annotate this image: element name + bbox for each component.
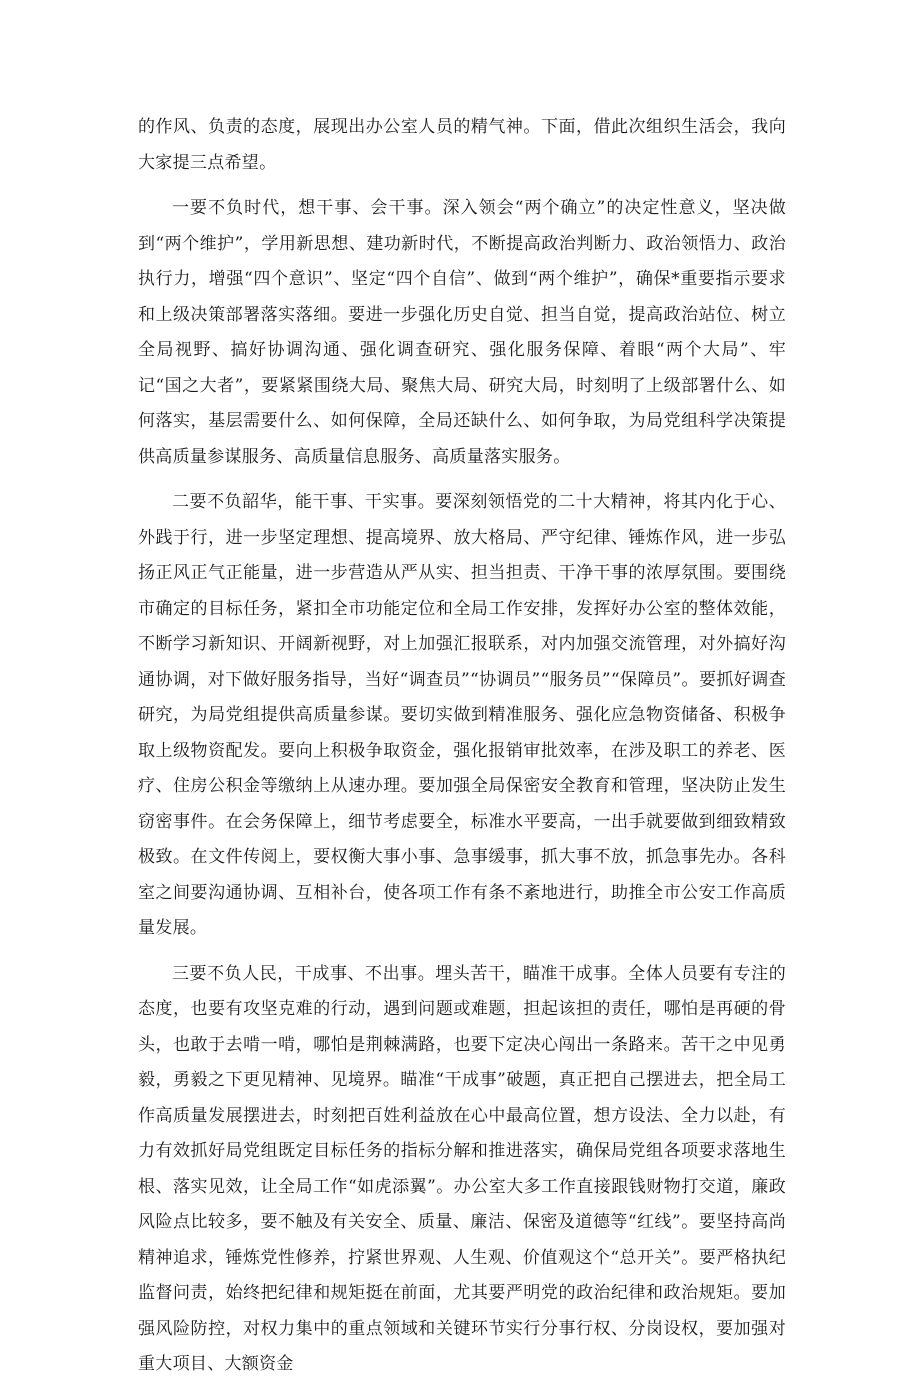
paragraph-point-three: 三要不负人民，干成事、不出事。埋头苦干，瞄准干成事。全体人员要有专注的态度，也要有攻坚克难的行动，遇到问题或难题，担起该担的责任，哪怕是再硬的骨头，也敢于去啃一啃，哪怕是荆棘满路，也要下定决心闯出一条路来。苦干之中见勇毅，勇毅之下更见精神、见境界。瞄准“干成事”破题，真正把自己摆进去，把全局工作高质量发展摆进去，时刻把百姓利益放在心中最高位置，想方设法、全力以赴，有力有效抓好局党组既定目标任务的指标分解和推进落实，确保局党组各项要求落地生根、落实见效，让全局工作“如虎添翼”。办公室大多工作直接跟钱财物打交道，廉政风险点比较多，要不触及有关安全、质量、廉洁、保密及道德等“红线”。要坚持高尚精神追求，锤炼党性修养，拧紧世界观、人生观、价值观这个“总开关”。要严格执纪监督问责，始终把纪律和规矩挺在前面，尤其要严明党的政治纪律和政治规矩。要加强风险防控，对权力集中的重点领域和关键环节实行分事行权、分岗设权，要加强对重大项目、大额资金 — [138, 963, 786, 1374]
document-page — [138, 110, 786, 1393]
paragraph-point-one: 一要不负时代，想干事、会干事。深入领会“两个确立”的决定性意义，坚决做到“两个维护”，学用新思想、建功新时代，不断提高政治判断力、政治领悟力、政治执行力，增强“四个意识”、坚定“四个自信”、做到“两个维护”，确保*重要指示要求和上级决策部署落实落细。要进一步强化历史自觉、担当自觉，提高政治站位、树立全局视野、搞好协调沟通、强化调查研究、强化服务保障、着眼“两个大局”、牢记“国之大者”，要紧紧围绕大局、聚焦大局、研究大局，时刻明了上级部署什么、如何落实，基层需要什么、如何保障，全局还缺什么、如何争取，为局党组科学决策提供高质量参谋服务、高质量信息服务、高质量落实服务。 — [138, 198, 786, 467]
paragraph-intro: 的作风、负责的态度，展现出办公室人员的精气神。下面，借此次组织生活会，我向大家提三点希望。 — [138, 117, 786, 173]
paragraph-point-two: 二要不负韶华，能干事、干实事。要深刻领悟党的二十大精神，将其内化于心、外践于行，进一步坚定理想、提高境界、放大格局、严守纪律、锤炼作风，进一步弘扬正风正气正能量，进一步营造从严从实、担当担责、干净干事的浓厚氛围。要围绕市确定的目标任务，紧扣全市功能定位和全局工作安排，发挥好办公室的整体效能，不断学习新知识、开阔新视野，对上加强汇报联系，对内加强交流管理，对外搞好沟通协调，对下做好服务指导，当好“调查员”“协调员”“服务员”“保障员”。要抓好调查研究，为局党组提供高质量参谋。要切实做到精准服务、强化应急物资储备、积极争取上级物资配发。要向上积极争取资金，强化报销审批效率，在涉及职工的养老、医疗、住房公积金等缴纳上从速办理。要加强全局保密安全教育和管理，坚决防止发生窃密事件。在会务保障上，细节考虑要全，标准水平要高，一出手就要做到细致精致极致。在文件传阅上，要权衡大事小事、急事缓事，抓大事不放，抓急事先办。各科室之间要沟通协调、互相补台，使各项工作有条不紊地进行，助推全市公安工作高质量发展。 — [138, 492, 786, 938]
